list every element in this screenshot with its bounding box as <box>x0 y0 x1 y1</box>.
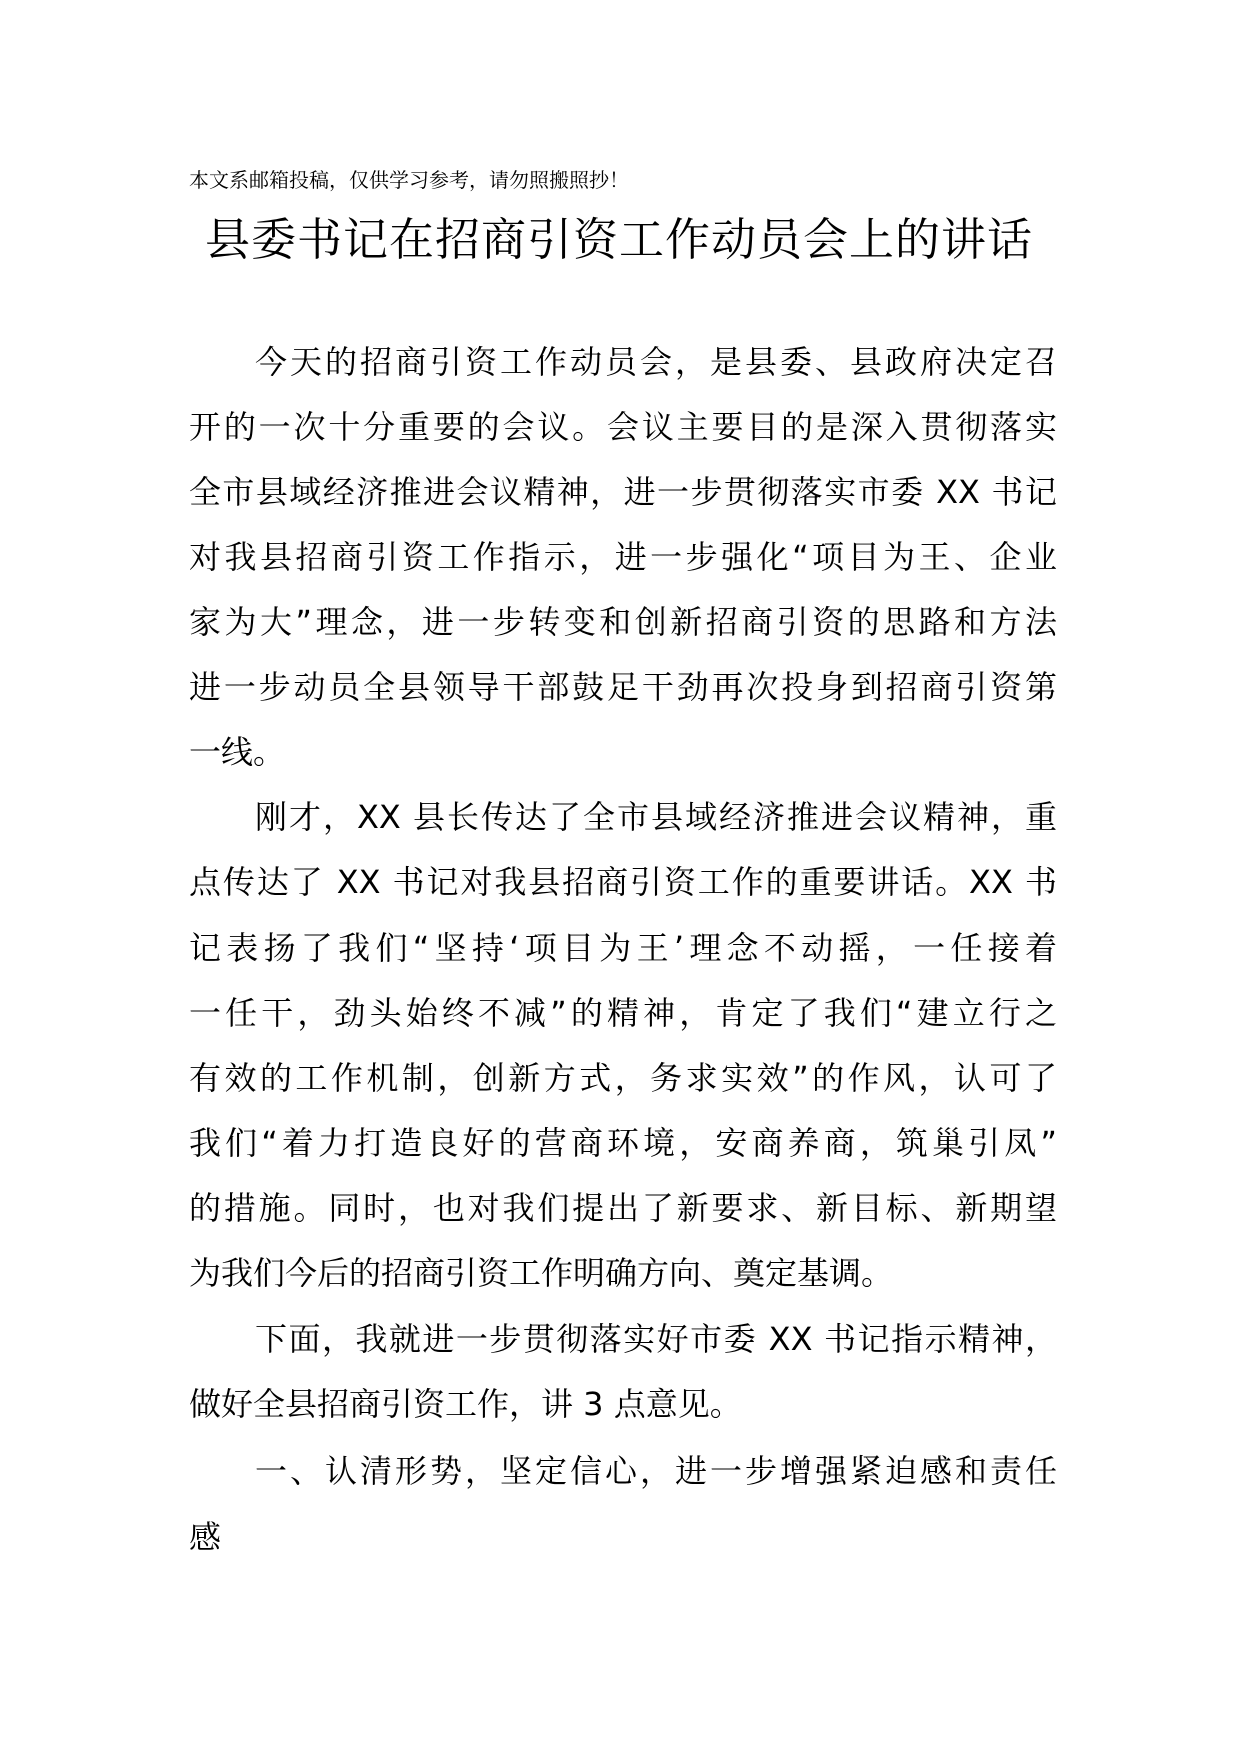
paragraph-3-line: 下面，我就进一步贯彻落实好市委 XX 书记指示精神， <box>255 1320 1057 1358</box>
paragraph-1-line: 一线。 <box>189 733 286 771</box>
section-heading-line: 一、认清形势，坚定信心，进一步增强紧迫感和责任 <box>255 1452 1057 1490</box>
document-title: 县委书记在招商引资工作动员会上的讲话 <box>205 213 1034 266</box>
paragraph-1-line: 今天的招商引资工作动员会，是县委、县政府决定召 <box>255 343 1057 381</box>
paragraph-1-line: 全市县域经济推进会议精神，进一步贯彻落实市委 XX 书记 <box>189 473 1057 511</box>
paragraph-2-line: 记表扬了我们“坚持‘项目为王’理念不动摇，一任接着 <box>189 929 1057 967</box>
paragraph-2-line: 为我们今后的招商引资工作明确方向、奠定基调。 <box>189 1254 894 1292</box>
paragraph-1-line: 家为大”理念，进一步转变和创新招商引资的思路和方法 <box>189 603 1057 641</box>
paragraph-1-line: 对我县招商引资工作指示，进一步强化“项目为王、企业 <box>189 538 1057 576</box>
paragraph-2-line: 一任干，劲头始终不减”的精神，肯定了我们“建立行之 <box>189 994 1057 1032</box>
paragraph-2-line: 有效的工作机制，创新方式，务求实效”的作风，认可了 <box>189 1059 1057 1097</box>
paragraph-2-line: 点传达了 XX 书记对我县招商引资工作的重要讲话。XX 书 <box>189 863 1057 901</box>
paragraph-3-line: 做好全县招商引资工作，讲 3 点意见。 <box>189 1385 742 1423</box>
paragraph-1-line: 开的一次十分重要的会议。会议主要目的是深入贯彻落实 <box>189 408 1057 446</box>
section-heading-line: 感 <box>189 1518 222 1556</box>
paragraph-2-line: 的措施。同时，也对我们提出了新要求、新目标、新期望 <box>189 1189 1057 1227</box>
copyright-note: 本文系邮箱投稿，仅供学习参考，请勿照搬照抄！ <box>189 168 629 192</box>
paragraph-2-line: 我们“着力打造良好的营商环境，安商养商，筑巢引凤” <box>189 1124 1057 1162</box>
paragraph-1-line: 进一步动员全县领导干部鼓足干劲再次投身到招商引资第 <box>189 668 1057 706</box>
paragraph-2-line: 刚才，XX 县长传达了全市县域经济推进会议精神，重 <box>255 798 1057 836</box>
